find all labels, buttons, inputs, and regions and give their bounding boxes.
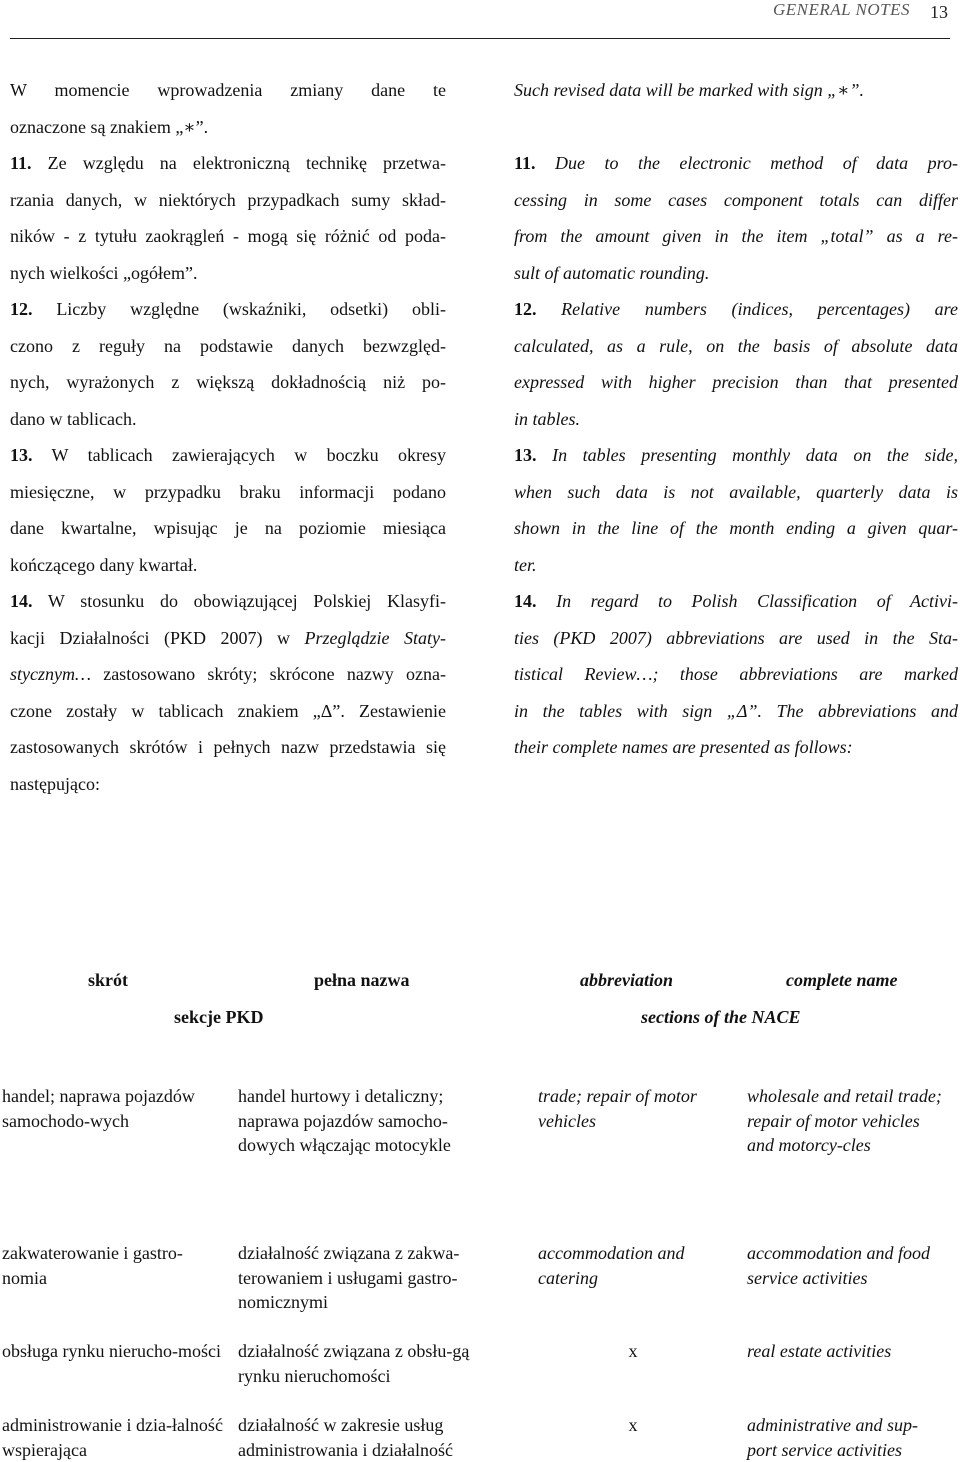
pl-note-11-line: rzania danych, w niektórych przypadkach sumy skład- bbox=[10, 189, 446, 210]
pl-intro-line: W momencie wprowadzenia zmiany dane te bbox=[10, 80, 446, 100]
pl-note-14-line: czone zostały w tablicach znakiem „Δ”. Zestawienie bbox=[10, 700, 446, 721]
table-cell-pelna: działalność związana z zakwa-terowaniem i usługami gastro-nomicznymi bbox=[238, 1243, 460, 1312]
english-column bbox=[514, 72, 958, 766]
pl-note-13-line: miesięczne, w przypadku braku informacji podano bbox=[10, 481, 446, 502]
en-note-13-line: 13. In tables presenting monthly data on the side, bbox=[514, 445, 958, 465]
note-number: 13. bbox=[514, 445, 537, 465]
pl-note-12-line: nych, wyrażonych z większą dokładnością niż po- bbox=[10, 372, 446, 392]
en-note-12-line: in tables. bbox=[514, 408, 580, 429]
en-note-14-line: ties (PKD 2007) abbreviations are used in the Sta- bbox=[514, 627, 958, 648]
en-note-11-line: cessing in some cases component totals can differ bbox=[514, 189, 958, 210]
note-number: 12. bbox=[10, 299, 33, 319]
pl-note-12-line: dano w tablicach. bbox=[10, 408, 137, 429]
en-note-12-line: expressed with higher precision than that presented bbox=[514, 372, 958, 392]
pl-note-11-line: 11. Ze względu na elektroniczną technikę przetwa- bbox=[10, 153, 446, 173]
en-note-11-line: from the amount given in the item „total” as a re- bbox=[514, 226, 958, 246]
table-cell-complete: administrative and sup-port service activities bbox=[747, 1415, 918, 1460]
en-note-13-line: ter. bbox=[514, 554, 537, 575]
note-number: 14. bbox=[10, 591, 33, 611]
note-number: 14. bbox=[514, 591, 537, 611]
note-number: 11. bbox=[514, 153, 536, 173]
table-cell-skrot: obsługa rynku nierucho-mości bbox=[2, 1341, 221, 1361]
pl-note-14-line: kacji Działalności (PKD 2007) w Przeglądzie Staty- bbox=[10, 627, 446, 648]
pl-note-14-line: zastosowanych skrótów i pełnych nazw przedstawia się bbox=[10, 737, 446, 757]
pl-note-12-line: czono z reguły na podstawie danych bezwzględ- bbox=[10, 335, 446, 356]
header-skrot: skrót bbox=[88, 970, 128, 990]
en-intro-line: Such revised data will be marked with sign „∗”. bbox=[514, 80, 865, 100]
table-cell-abbr: accommodation and catering bbox=[538, 1243, 685, 1288]
page-header bbox=[10, 0, 950, 39]
pl-note-11-line: ników - z tytułu zaokrągleń - mogą się różnić od poda- bbox=[10, 226, 446, 246]
header-abbreviation: abbreviation bbox=[580, 970, 673, 990]
table-cell-pelna: działalność w zakresie usług administrowania i działalność bbox=[238, 1415, 453, 1460]
en-note-13-line: when such data is not available, quarterly data is bbox=[514, 481, 958, 502]
running-title: GENERAL NOTES bbox=[772, 0, 910, 19]
note-number: 12. bbox=[514, 299, 537, 319]
table-cell-skrot: administrowanie i dzia-łalność wspierająca bbox=[2, 1415, 223, 1460]
pl-note-12-line: 12. Liczby względne (wskaźniki, odsetki) obli- bbox=[10, 299, 446, 319]
pl-note-14-line: następująco: bbox=[10, 773, 100, 794]
header-complete-name: complete name bbox=[786, 970, 898, 990]
header-sekcje-pkd: sekcje PKD bbox=[174, 1007, 264, 1027]
table-cell-abbr: trade; repair of motor vehicles bbox=[538, 1086, 697, 1131]
en-note-11-line: 11. Due to the electronic method of data pro- bbox=[514, 153, 958, 173]
en-note-14-line: their complete names are presented as follows: bbox=[514, 737, 853, 757]
en-note-12-line: 12. Relative numbers (indices, percentages) are bbox=[514, 299, 958, 319]
spacer bbox=[514, 109, 958, 146]
table-cell-skrot: zakwaterowanie i gastro-nomia bbox=[2, 1243, 183, 1288]
pl-note-13-line: 13. W tablicach zawierających w boczku okresy bbox=[10, 445, 446, 465]
en-note-14-line: in the tables with sign „Δ”. The abbreviations and bbox=[514, 700, 958, 721]
header-pelna-nazwa: pełna nazwa bbox=[314, 970, 410, 990]
note-number: 11. bbox=[10, 153, 32, 173]
en-note-14-line: tistical Review…; those abbreviations are marked bbox=[514, 664, 958, 684]
en-note-13-line: shown in the line of the month ending a given quar- bbox=[514, 518, 958, 538]
en-note-12-line: calculated, as a rule, on the basis of absolute data bbox=[514, 335, 958, 356]
en-note-11-line: sult of automatic rounding. bbox=[514, 262, 710, 283]
table-cell-complete: accommodation and food service activities bbox=[747, 1243, 930, 1288]
table-cell-abbr: x bbox=[628, 1341, 638, 1361]
pl-intro-line: oznaczone są znakiem „∗”. bbox=[10, 116, 209, 137]
table-cell-pelna: działalność związana z obsłu-gą rynku nieruchomości bbox=[238, 1341, 470, 1386]
pl-note-14-line: 14. W stosunku do obowiązującej Polskiej Klasyfi- bbox=[10, 591, 446, 611]
table-cell-complete: real estate activities bbox=[747, 1341, 892, 1361]
note-number: 13. bbox=[10, 445, 33, 465]
pl-note-13-line: kończącego dany kwartał. bbox=[10, 554, 198, 575]
pl-note-11-line: nych wielkości „ogółem”. bbox=[10, 262, 198, 283]
table-cell-pelna: handel hurtowy i detaliczny; naprawa pojazdów samocho-dowych włączając motocykle bbox=[238, 1086, 451, 1155]
pl-note-13-line: dane kwartalne, wpisując je na poziomie miesiąca bbox=[10, 518, 446, 538]
table-cell-skrot: handel; naprawa pojazdów samochodo-wych bbox=[2, 1086, 195, 1131]
pl-note-14-line: stycznym… zastosowano skróty; skrócone nazwy ozna- bbox=[10, 664, 446, 684]
header-sections-nace: sections of the NACE bbox=[641, 1007, 801, 1027]
table-cell-complete: wholesale and retail trade; repair of motor vehicles and motorcy-cles bbox=[747, 1086, 942, 1155]
page-number: 13 bbox=[930, 2, 948, 22]
table-cell-abbr: x bbox=[628, 1415, 638, 1435]
polish-column bbox=[10, 72, 446, 802]
en-note-14-line: 14. In regard to Polish Classification of Activi- bbox=[514, 591, 958, 611]
